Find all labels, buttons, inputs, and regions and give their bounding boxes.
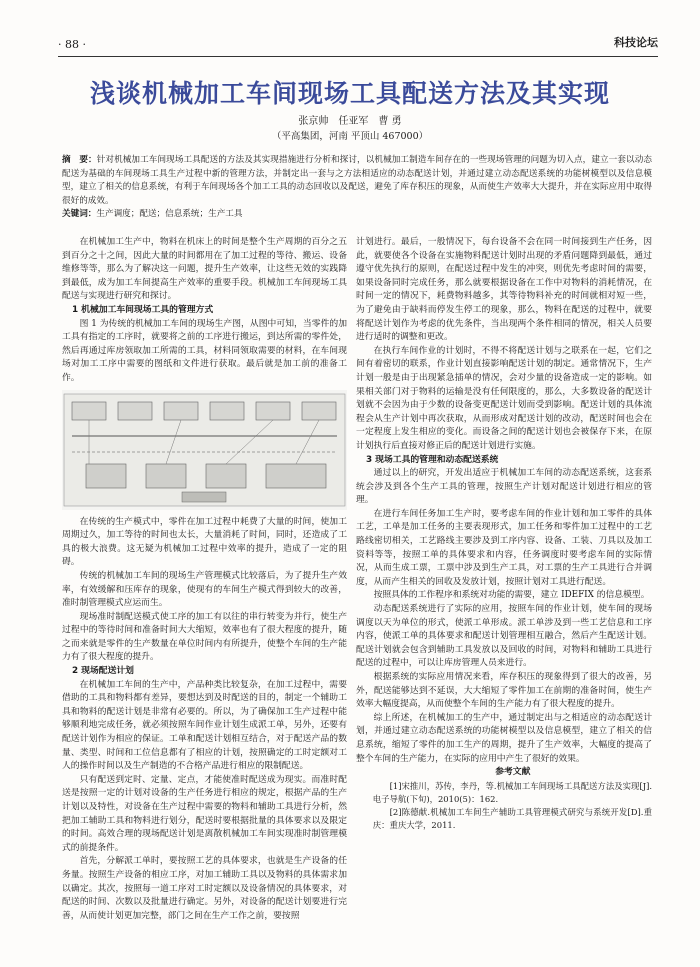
keywords-text: 生产调度；配送；信息系统；生产工具 (96, 209, 243, 219)
paragraph: 根据系统的实际应用情况来看，库存积压的现象得到了很大的改善，另外，配送能够达到不延误，大大缩短了零件加工在前期的准备时间，使生产效率大幅度提高，从而使整个车间的生产能力有了很大程度的提升。 (356, 672, 652, 710)
paragraph: 计划进行。最后，一般情况下，每台设备不会在同一时间接到生产任务，因此，就要使各个设备在实施物料配送计划时出现的矛盾问题降到最低，通过遵守优先执行的原则，在配送过程中发生的冲突，则优先考虑时间的需要，如果设备同时完成任务，那么就要根据设备在工作中对物料的消耗情况，在时间一定的情况下，耗费物料越多，其等待物料补充的时间就相对短一些，为了避免由于缺料而停发生停工的现象，那么，物料在配送的过程中，就要将配送计划作为考虑的优先条件，当出现两个条件相同的情况，相关人员要进行适时的调整和更改。 (356, 237, 652, 343)
paragraph: 动态配送系统进行了实际的应用，按照车间的作业计划，使车间的现场调度以天为单位的形式，使派工单形成。派工单涉及到一些工艺信息和工序内容，使派工单的具体要求和配送计划管理相互融合，然后产生配送计划。配送计划就会包含到辅助工具发放以及回收的时间，对物料和辅助工具进行配送的过程中，可以让库房管理人员来进行。 (356, 604, 652, 669)
abstract-block (62, 154, 652, 222)
reference-item: [2]陈德献.机械加工车间生产辅助工具管理模式研究与系统开发[D].重庆：重庆大学，2011. (372, 806, 652, 830)
paragraph: 图 1 为传统的机械加工车间的现场生产图，从图中可知，当零件的加工具有指定的工序时，就要将之前的工序进行搬运，到达所需的零件处，然后再通过库房领取加工所需的工具，材料同领取需要的材料，在车间现场对加工工序中需要的图纸和文件进行获取。最后就是加工前的准备工作。 (62, 318, 347, 383)
paragraph: 通过以上的研究，开发出适应于机械加工车间的动态配送系统，这套系统会涉及到各个生产工具的管理，按照生产计划对配送计划进行相应的管理。 (356, 468, 652, 506)
references-heading: 参考文献 (495, 767, 531, 778)
left-column (62, 236, 347, 923)
article-title: 浅谈机械加工车间现场工具配送方法及其实现 (89, 79, 610, 108)
abstract-label: 摘 要： (62, 155, 97, 165)
abstract-text (62, 155, 652, 206)
journal-name: 科技论坛 (614, 36, 658, 49)
workflow-diagram (62, 390, 347, 510)
reference-item: [1]宋推川，苏传，李丹，等.机械加工车间现场工具配送方法及实现[J].电子导航(下旬)，2010(5)：162. (372, 780, 652, 804)
paragraph: 在机械加工车间的生产中，产品种类比较复杂，在加工过程中，需要借助的工具和物料都有差异，要想达到及时配送的目的，制定一个辅助工具和物料的配送计划是非常有必要的。所以，为了确保加工生产过程中能够顺利地完成任务，就必须按照车间作业计划生成派工单，另外，还要有配送计划作为相应的保证。工单和配送计划相互结合，对于配送产品的数量、类型、时间和工位信息都有了相应的计划，按照确定的工时定额对工人的操作时间以及生产制造的不合格产品进行相应的限制配送。 (62, 679, 347, 772)
section-heading-1: 1 机械加工车间现场工具的管理方式 (72, 304, 214, 315)
paragraph: 在传统的生产模式中，零件在加工过程中耗费了大量的时间，使加工周期过久，加工等待的时间也太长，大量消耗了时间，同时，还造成了工具的极大浪费。这无疑为机械加工过程中效率的提升，造成了一定的阻碍。 (62, 516, 347, 568)
figure-1-workflow (62, 390, 347, 510)
paragraph: 在机械加工生产中，物料在机床上的时间是整个生产周期的百分之五到百分之十之间，因此大量的时间都用在了加工过程的等待、搬运、设备维修等等，那么为了解决这一问题，提升生产效率，让这些无效的实践降到最低，成为加工车间提高生产效率的重要手段。机械加工车间现场工具配送与实现进行研究和探讨。 (62, 237, 347, 302)
page-number: · 88 · (58, 38, 86, 51)
paragraph: 只有配送到定时、定量、定点，才能使准时配送成为现实。而准时配送是按照一定的计划对设备的生产任务进行相应的规定，根据产品的生产计划以及特性，对设备在生产过程中需要的物料和辅助工具进行分析，然把加工辅助工具和物料进行划分，配送时要根据批量的具体要求以及限定的时间。高效合理的现场配送计划是离散机械加工车间实现准时制管理模式的前提条件。 (62, 774, 347, 853)
article-authors: 张京帅 任亚军 曹 勇 (298, 116, 402, 127)
right-column (356, 236, 652, 832)
section-heading-2: 2 现场配送计划 (72, 666, 134, 677)
paragraph: 在执行车间作业的计划时，不得不将配送计划与之联系在一起，它们之间有着密切的联系，作业计划直接影响配送计划的制定。通常情况下，生产计划一般是由于出现紧急插单的情况，会对少量的设备造成一定的影响。如果相关部门对于物料的运输是没有任何限度的，那么，大多数设备的配送计划就不会因为由于少数的设备变更配送计划而受到影响。配送计划的具体流程会从生产计划中再次获取，从而形成对配送计划的改动，配送时间也会在一定程度上发生相应的变化。而设备之间的配送计划也会被保存下来，在原计划执行后直接对修正后的配送计划进行实施。 (356, 345, 652, 451)
abstract-body: 针对机械加工车间现场工具配送的方法及其实现措施进行分析和探讨，以机械加工制造车间存在的一些现场管理的问题为切入点，建立一套以动态配送为基础的车间现场工具生产过程中新的管理方法，并制定出一套与之方法相适应的动态配送计划，并通过建立动态配送系统的功能树模型以及信息模型，建立了相关的信息系统，有利于车间现场各个加工工具的动态回收以及配送，避免了库存积压的现象，从而使生产效率大大提升，并在实际应用中取得很好的成效。 (62, 155, 652, 206)
paragraph: 在进行车间任务加工生产时，要考虑车间的作业计划和加工零件的具体工艺，工单是加工任务的主要表现形式，加工任务和零件加工过程中的工艺路线密切相关，工艺路线主要涉及到工序内容、设备、工装、刀具以及加工资料等等，按照工单的具体要求和内容，任务调度时要考虑车间的实际情况，从而生成工票，工票中涉及到生产工具，对工票的生产工具进行合并调度，从而产生相关的回收及发放计划，按照计划对工具进行配送。 (356, 508, 652, 587)
paragraph: 现场准时制配送模式使工序的加工有以往的串行转变为并行，使生产过程中的等待时间和准备时间大大缩短，效率也有了很大程度的提升，随之而来就是零件的生产数量在单位时间内有所提升，使整个车间的生产能力有了很大程度的提升。 (62, 611, 347, 663)
paragraph: 按照具体的工作程序和系统对功能的需要，建立 IDEFIX 的信息模型。 (373, 590, 650, 601)
paragraph: 首先，分解派工单时，要按照工艺的具体要求，也就是生产设备的任务量。按照生产设备的相应工序，对加工辅助工具以及物料的具体需求加以确定。其次，按照每一道工序对工时定额以及设备情况的具体要求，对配送的时间、次数以及批量进行确定。另外，对设备的配送计划要进行完善，从而使计划更加完整，部门之间在生产工作之前，要按照 (62, 856, 347, 921)
paragraph: 传统的机械加工车间的现场生产管理模式比较落后，为了提升生产效率，有效缓解和压库存的现象，使现有的车间生产模式得到较大的改善，准时制管理模式应运而生。 (62, 570, 347, 609)
keywords-line (62, 209, 243, 219)
keywords-label: 关键词： (62, 209, 97, 219)
paragraph: 综上所述，在机械加工的生产中，通过制定出与之相适应的动态配送计划，并通过建立动态配送系统的功能树模型以及信息模型，建立了相关的信息系统，缩短了零件的加工生产的周期，提升了生产效率，大幅度的提高了整个车间的生产能力，在实际的应用中产生了很好的效果。 (356, 712, 652, 764)
page-header (58, 28, 658, 56)
section-heading-3: 3 现场工具的管理和动态配送系统 (366, 454, 499, 465)
header-rule (58, 56, 658, 57)
article-affiliation: （平高集团，河南 平顶山 467000） (271, 131, 429, 142)
